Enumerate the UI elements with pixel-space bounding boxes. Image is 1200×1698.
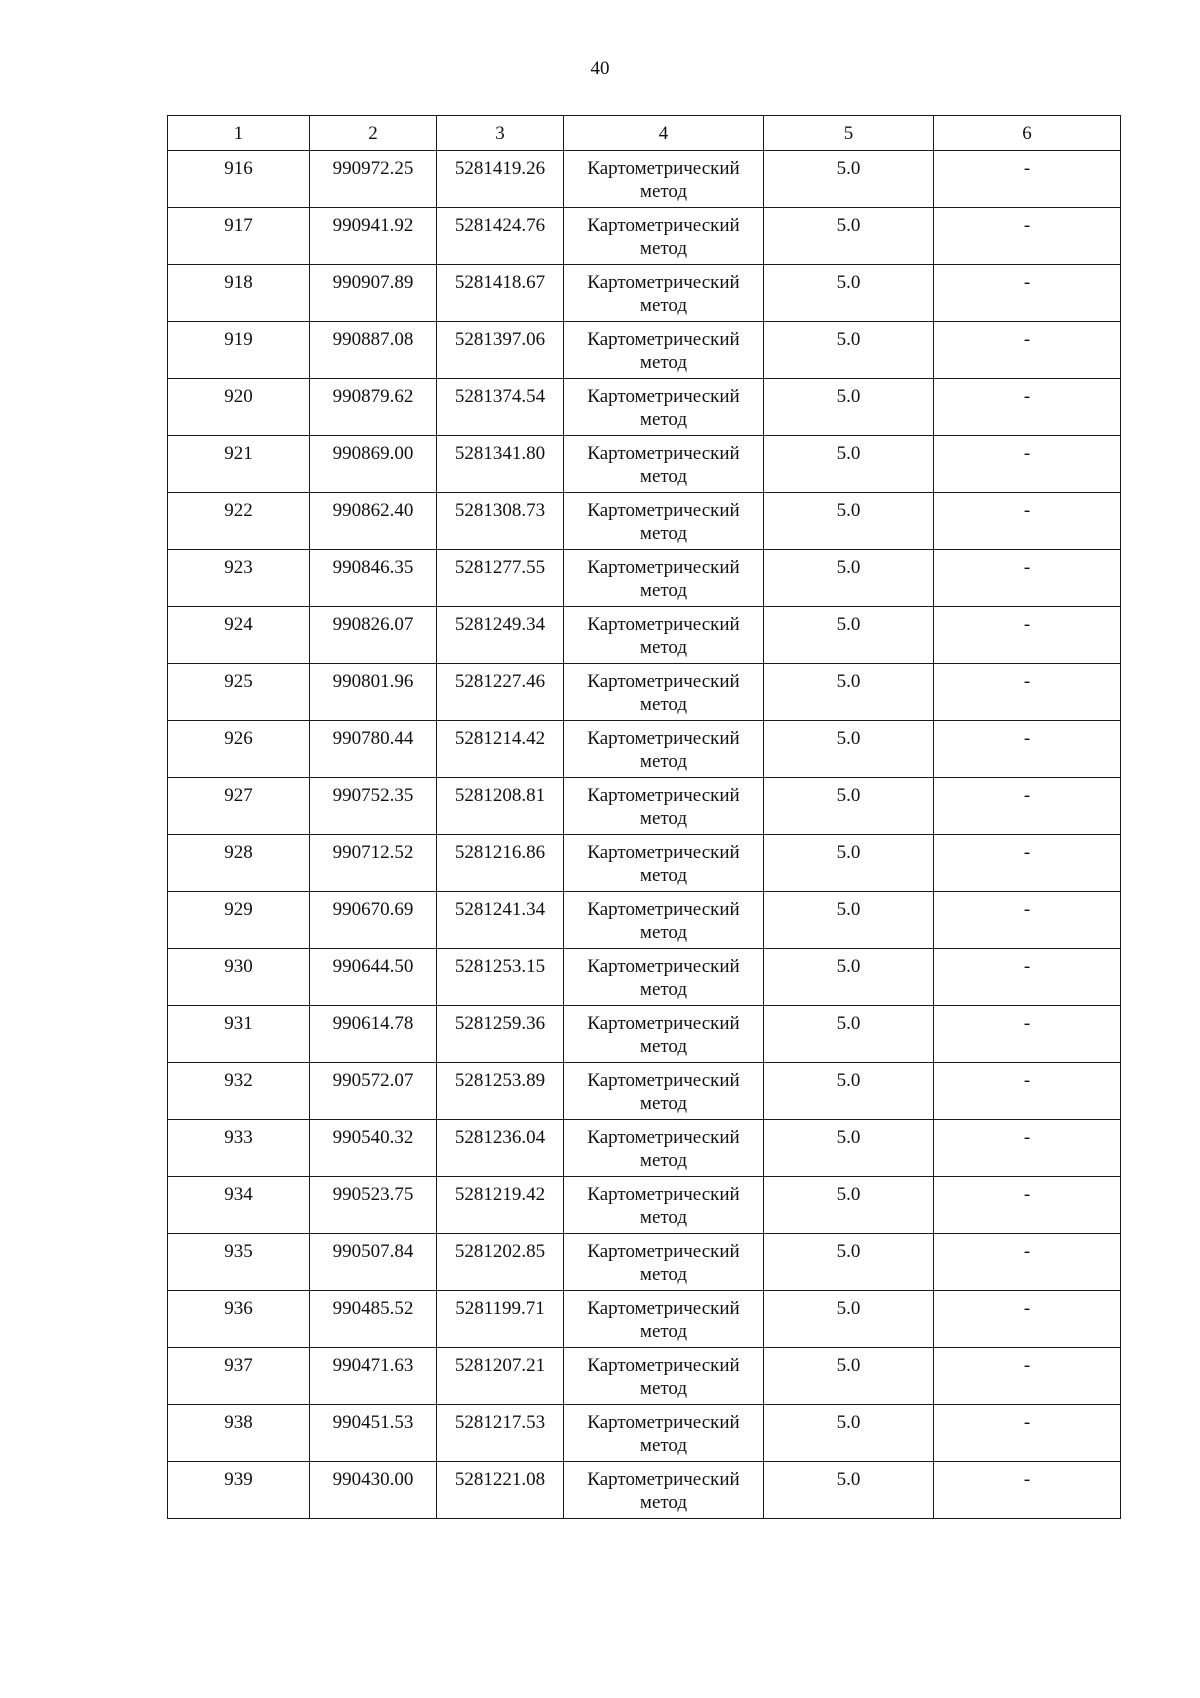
table-row xyxy=(168,1063,1121,1120)
x-coordinate-cell: 990712.52 xyxy=(310,835,437,892)
note-cell: - xyxy=(934,550,1121,607)
x-coordinate-cell: 990887.08 xyxy=(310,322,437,379)
method-text: Картометрический xyxy=(587,785,740,806)
method-cell xyxy=(564,208,764,265)
method-cell xyxy=(564,835,764,892)
table-row xyxy=(168,835,1121,892)
accuracy-cell: 5.0 xyxy=(764,778,934,835)
x-coordinate-cell: 990846.35 xyxy=(310,550,437,607)
y-coordinate-cell: 5281253.15 xyxy=(437,949,564,1006)
y-coordinate-cell: 5281208.81 xyxy=(437,778,564,835)
method-text: метод xyxy=(639,808,688,829)
method-cell xyxy=(564,1405,764,1462)
accuracy-cell: 5.0 xyxy=(764,379,934,436)
point-number-cell: 934 xyxy=(168,1177,310,1234)
note-cell: - xyxy=(934,265,1121,322)
point-number-cell: 931 xyxy=(168,1006,310,1063)
accuracy-cell: 5.0 xyxy=(764,607,934,664)
x-coordinate-cell: 990869.00 xyxy=(310,436,437,493)
method-text: метод xyxy=(639,865,688,886)
column-header: 6 xyxy=(934,116,1121,151)
method-text: Картометрический xyxy=(587,443,740,464)
x-coordinate-cell: 990572.07 xyxy=(310,1063,437,1120)
y-coordinate-cell: 5281341.80 xyxy=(437,436,564,493)
accuracy-cell: 5.0 xyxy=(764,664,934,721)
table-row xyxy=(168,607,1121,664)
note-cell: - xyxy=(934,778,1121,835)
method-text: Картометрический xyxy=(587,899,740,920)
x-coordinate-cell: 990507.84 xyxy=(310,1234,437,1291)
y-coordinate-cell: 5281236.04 xyxy=(437,1120,564,1177)
note-cell: - xyxy=(934,151,1121,208)
table-row xyxy=(168,721,1121,778)
point-number-cell: 933 xyxy=(168,1120,310,1177)
x-coordinate-cell: 990430.00 xyxy=(310,1462,437,1519)
y-coordinate-cell: 5281424.76 xyxy=(437,208,564,265)
x-coordinate-cell: 990644.50 xyxy=(310,949,437,1006)
x-coordinate-cell: 990801.96 xyxy=(310,664,437,721)
accuracy-cell: 5.0 xyxy=(764,721,934,778)
method-text: метод xyxy=(639,181,688,202)
method-text: метод xyxy=(639,295,688,316)
method-text: метод xyxy=(639,238,688,259)
note-cell: - xyxy=(934,1234,1121,1291)
note-cell: - xyxy=(934,1462,1121,1519)
point-number-cell: 922 xyxy=(168,493,310,550)
x-coordinate-cell: 990879.62 xyxy=(310,379,437,436)
table-row xyxy=(168,550,1121,607)
column-header: 2 xyxy=(310,116,437,151)
point-number-cell: 938 xyxy=(168,1405,310,1462)
method-text: метод xyxy=(639,1264,688,1285)
method-text: метод xyxy=(639,1435,688,1456)
point-number-cell: 929 xyxy=(168,892,310,949)
x-coordinate-cell: 990941.92 xyxy=(310,208,437,265)
y-coordinate-cell: 5281259.36 xyxy=(437,1006,564,1063)
y-coordinate-cell: 5281249.34 xyxy=(437,607,564,664)
table-row xyxy=(168,436,1121,493)
method-text: Картометрический xyxy=(587,1469,740,1490)
method-text: метод xyxy=(639,922,688,943)
method-text: Картометрический xyxy=(587,1127,740,1148)
method-text: метод xyxy=(639,409,688,430)
method-text: метод xyxy=(639,1150,688,1171)
accuracy-cell: 5.0 xyxy=(764,1348,934,1405)
accuracy-cell: 5.0 xyxy=(764,949,934,1006)
accuracy-cell: 5.0 xyxy=(764,151,934,208)
method-cell xyxy=(564,892,764,949)
method-text: метод xyxy=(639,1378,688,1399)
method-text: метод xyxy=(639,1492,688,1513)
method-text: метод xyxy=(639,1093,688,1114)
y-coordinate-cell: 5281214.42 xyxy=(437,721,564,778)
note-cell: - xyxy=(934,721,1121,778)
method-cell xyxy=(564,949,764,1006)
note-cell: - xyxy=(934,1006,1121,1063)
note-cell: - xyxy=(934,208,1121,265)
note-cell: - xyxy=(934,1405,1121,1462)
y-coordinate-cell: 5281419.26 xyxy=(437,151,564,208)
table-row xyxy=(168,1462,1121,1519)
y-coordinate-cell: 5281221.08 xyxy=(437,1462,564,1519)
y-coordinate-cell: 5281216.86 xyxy=(437,835,564,892)
method-text: Картометрический xyxy=(587,158,740,179)
method-cell xyxy=(564,493,764,550)
method-text: метод xyxy=(639,466,688,487)
method-text: метод xyxy=(639,523,688,544)
point-number-cell: 918 xyxy=(168,265,310,322)
x-coordinate-cell: 990523.75 xyxy=(310,1177,437,1234)
point-number-cell: 939 xyxy=(168,1462,310,1519)
method-text: метод xyxy=(639,1036,688,1057)
y-coordinate-cell: 5281253.89 xyxy=(437,1063,564,1120)
page-number: 40 xyxy=(590,58,610,79)
note-cell: - xyxy=(934,493,1121,550)
method-cell xyxy=(564,778,764,835)
point-number-cell: 923 xyxy=(168,550,310,607)
method-text: Картометрический xyxy=(587,1013,740,1034)
method-text: Картометрический xyxy=(587,671,740,692)
note-cell: - xyxy=(934,607,1121,664)
x-coordinate-cell: 990540.32 xyxy=(310,1120,437,1177)
point-number-cell: 925 xyxy=(168,664,310,721)
accuracy-cell: 5.0 xyxy=(764,1063,934,1120)
method-cell xyxy=(564,322,764,379)
method-cell xyxy=(564,1177,764,1234)
method-text: Картометрический xyxy=(587,956,740,977)
point-number-cell: 926 xyxy=(168,721,310,778)
method-cell xyxy=(564,265,764,322)
table-row xyxy=(168,778,1121,835)
method-cell xyxy=(564,721,764,778)
point-number-cell: 935 xyxy=(168,1234,310,1291)
x-coordinate-cell: 990826.07 xyxy=(310,607,437,664)
table-row xyxy=(168,1006,1121,1063)
method-text: метод xyxy=(639,580,688,601)
y-coordinate-cell: 5281227.46 xyxy=(437,664,564,721)
x-coordinate-cell: 990670.69 xyxy=(310,892,437,949)
accuracy-cell: 5.0 xyxy=(764,550,934,607)
table-row xyxy=(168,379,1121,436)
y-coordinate-cell: 5281241.34 xyxy=(437,892,564,949)
x-coordinate-cell: 990862.40 xyxy=(310,493,437,550)
table-row xyxy=(168,265,1121,322)
method-cell xyxy=(564,1234,764,1291)
point-number-cell: 936 xyxy=(168,1291,310,1348)
table-row xyxy=(168,1291,1121,1348)
method-text: Картометрический xyxy=(587,1070,740,1091)
x-coordinate-cell: 990471.63 xyxy=(310,1348,437,1405)
table-row xyxy=(168,892,1121,949)
x-coordinate-cell: 990972.25 xyxy=(310,151,437,208)
point-number-cell: 917 xyxy=(168,208,310,265)
note-cell: - xyxy=(934,379,1121,436)
table-row xyxy=(168,322,1121,379)
note-cell: - xyxy=(934,664,1121,721)
accuracy-cell: 5.0 xyxy=(764,436,934,493)
method-cell xyxy=(564,607,764,664)
column-header: 1 xyxy=(168,116,310,151)
note-cell: - xyxy=(934,949,1121,1006)
table-body xyxy=(168,151,1121,1519)
accuracy-cell: 5.0 xyxy=(764,208,934,265)
accuracy-cell: 5.0 xyxy=(764,892,934,949)
method-text: Картометрический xyxy=(587,215,740,236)
accuracy-cell: 5.0 xyxy=(764,1120,934,1177)
method-text: Картометрический xyxy=(587,386,740,407)
method-text: Картометрический xyxy=(587,1298,740,1319)
point-number-cell: 920 xyxy=(168,379,310,436)
method-text: метод xyxy=(639,751,688,772)
method-cell xyxy=(564,436,764,493)
method-cell xyxy=(564,1006,764,1063)
y-coordinate-cell: 5281418.67 xyxy=(437,265,564,322)
note-cell: - xyxy=(934,1348,1121,1405)
point-number-cell: 924 xyxy=(168,607,310,664)
method-cell xyxy=(564,1120,764,1177)
x-coordinate-cell: 990485.52 xyxy=(310,1291,437,1348)
method-text: Картометрический xyxy=(587,1412,740,1433)
note-cell: - xyxy=(934,892,1121,949)
accuracy-cell: 5.0 xyxy=(764,1462,934,1519)
x-coordinate-cell: 990780.44 xyxy=(310,721,437,778)
y-coordinate-cell: 5281397.06 xyxy=(437,322,564,379)
column-header: 4 xyxy=(564,116,764,151)
accuracy-cell: 5.0 xyxy=(764,835,934,892)
point-number-cell: 928 xyxy=(168,835,310,892)
method-cell xyxy=(564,1291,764,1348)
coordinates-table xyxy=(167,115,1121,1519)
point-number-cell: 921 xyxy=(168,436,310,493)
x-coordinate-cell: 990614.78 xyxy=(310,1006,437,1063)
accuracy-cell: 5.0 xyxy=(764,265,934,322)
method-cell xyxy=(564,151,764,208)
accuracy-cell: 5.0 xyxy=(764,1291,934,1348)
y-coordinate-cell: 5281199.71 xyxy=(437,1291,564,1348)
method-text: Картометрический xyxy=(587,272,740,293)
x-coordinate-cell: 990752.35 xyxy=(310,778,437,835)
table-row xyxy=(168,208,1121,265)
table-row xyxy=(168,1405,1121,1462)
point-number-cell: 916 xyxy=(168,151,310,208)
method-text: Картометрический xyxy=(587,1241,740,1262)
table-row xyxy=(168,1120,1121,1177)
y-coordinate-cell: 5281219.42 xyxy=(437,1177,564,1234)
y-coordinate-cell: 5281202.85 xyxy=(437,1234,564,1291)
method-text: метод xyxy=(639,979,688,1000)
method-text: метод xyxy=(639,1321,688,1342)
table-row xyxy=(168,493,1121,550)
method-text: Картометрический xyxy=(587,614,740,635)
method-text: Картометрический xyxy=(587,842,740,863)
point-number-cell: 932 xyxy=(168,1063,310,1120)
table-row xyxy=(168,1348,1121,1405)
accuracy-cell: 5.0 xyxy=(764,322,934,379)
y-coordinate-cell: 5281217.53 xyxy=(437,1405,564,1462)
table-row xyxy=(168,1234,1121,1291)
note-cell: - xyxy=(934,1177,1121,1234)
x-coordinate-cell: 990907.89 xyxy=(310,265,437,322)
method-text: Картометрический xyxy=(587,557,740,578)
method-cell xyxy=(564,379,764,436)
note-cell: - xyxy=(934,322,1121,379)
table-row xyxy=(168,1177,1121,1234)
accuracy-cell: 5.0 xyxy=(764,493,934,550)
method-cell xyxy=(564,1063,764,1120)
note-cell: - xyxy=(934,1063,1121,1120)
accuracy-cell: 5.0 xyxy=(764,1006,934,1063)
y-coordinate-cell: 5281207.21 xyxy=(437,1348,564,1405)
method-text: Картометрический xyxy=(587,1184,740,1205)
y-coordinate-cell: 5281374.54 xyxy=(437,379,564,436)
method-cell xyxy=(564,664,764,721)
method-text: метод xyxy=(639,637,688,658)
method-text: Картометрический xyxy=(587,329,740,350)
note-cell: - xyxy=(934,1120,1121,1177)
method-text: Картометрический xyxy=(587,500,740,521)
method-cell xyxy=(564,550,764,607)
y-coordinate-cell: 5281277.55 xyxy=(437,550,564,607)
method-text: метод xyxy=(639,352,688,373)
accuracy-cell: 5.0 xyxy=(764,1177,934,1234)
accuracy-cell: 5.0 xyxy=(764,1234,934,1291)
method-text: Картометрический xyxy=(587,728,740,749)
table-row xyxy=(168,949,1121,1006)
method-text: метод xyxy=(639,1207,688,1228)
table-row xyxy=(168,151,1121,208)
y-coordinate-cell: 5281308.73 xyxy=(437,493,564,550)
point-number-cell: 930 xyxy=(168,949,310,1006)
method-text: Картометрический xyxy=(587,1355,740,1376)
note-cell: - xyxy=(934,835,1121,892)
accuracy-cell: 5.0 xyxy=(764,1405,934,1462)
point-number-cell: 919 xyxy=(168,322,310,379)
table-header-row xyxy=(168,116,1121,151)
x-coordinate-cell: 990451.53 xyxy=(310,1405,437,1462)
point-number-cell: 937 xyxy=(168,1348,310,1405)
point-number-cell: 927 xyxy=(168,778,310,835)
method-text: метод xyxy=(639,694,688,715)
note-cell: - xyxy=(934,1291,1121,1348)
table-row xyxy=(168,664,1121,721)
method-cell xyxy=(564,1462,764,1519)
method-cell xyxy=(564,1348,764,1405)
column-header: 3 xyxy=(437,116,564,151)
note-cell: - xyxy=(934,436,1121,493)
column-header: 5 xyxy=(764,116,934,151)
